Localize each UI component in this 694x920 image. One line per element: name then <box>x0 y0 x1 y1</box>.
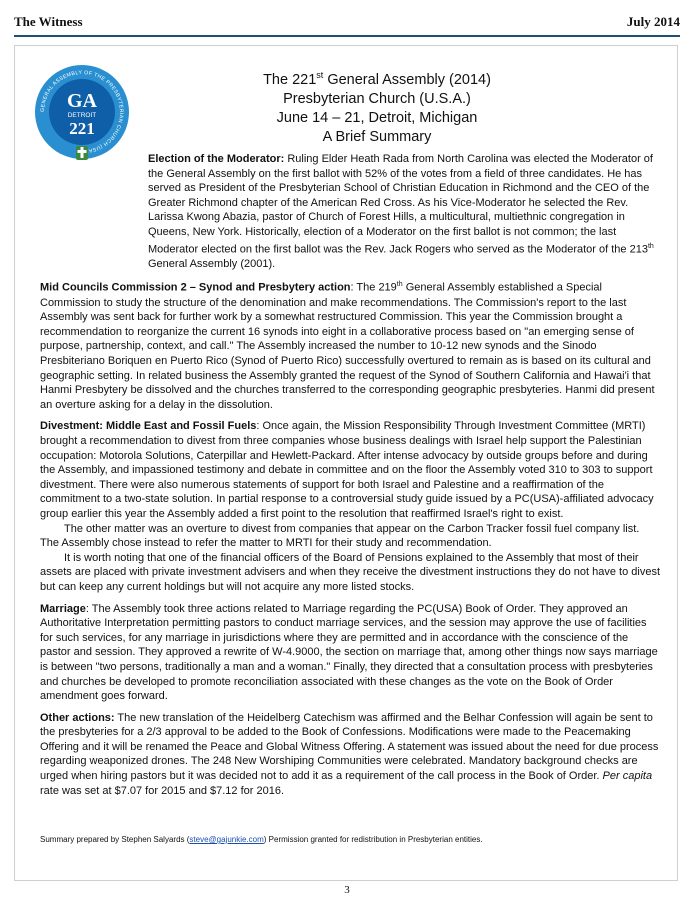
logo-ring-text: GENERAL ASSEMBLY OF THE PRESBYTERIAN CHURCH (USA <box>39 69 125 154</box>
logo-city-text: DETROIT <box>67 112 97 119</box>
title-line-4: A Brief Summary <box>322 128 432 145</box>
marriage-heading: Marriage <box>40 602 86 615</box>
header-rule <box>14 35 680 37</box>
fossil-fuel-paragraph: The other matter was an overture to divest from companies that appear on the Carbon Tracker fossil fuel company list. The Assembly chose instead to refer the matter to MRTI for their study and recommendation. <box>40 522 640 550</box>
moderator-heading: Election of the Moderator: <box>148 153 285 165</box>
issue-date: July 2014 <box>626 14 680 29</box>
other-actions-paragraph: Other actions: The new translation of the Heidelberg Catechism was affirmed and the Belhar Confession will again be sent to the presbyteries for a 2/3 approval to be added to the Book of Confessions. Modifications were made to the Peacemaking Offering and it will be renamed the Peace and Global Witness Offering. A statement was issued about the need for due process regarding weaponized drones. The 248 New Worshiping Communities were celebrated. Mandatory background checks are urged when hiring pastors but it was decided not to add it as a requirement of the call process in the Book of Order. Per capita rate was set at $7.07 for 2015 and $7.12 for 2016. <box>40 711 659 797</box>
title-line-1: The 221st General Assembly (2014) <box>263 70 491 88</box>
logo-number-text: 221 <box>69 119 95 138</box>
title-line-2: Presbyterian Church (U.S.A.) <box>283 90 471 107</box>
logo-ga-text: GA <box>67 90 97 112</box>
other-actions-heading: Other actions: <box>40 711 115 724</box>
title-line-3: June 14 – 21, Detroit, Michigan <box>276 109 478 126</box>
moderator-paragraph: Election of the Moderator: Ruling Elder Heath Rada from North Carolina was elected the Moderator of the General Assembly on the first ballot with 52% of the votes from a field of three candidates. He has served as President of the Presbyterian School of Christian Education in Richmond and the CEO of the Greater Richmond chapter of the American Red Cross. As his Vice-Moderator he selected the Rev. Larissa Kwong Abazia, pastor of Church of Forest Hills, a multicultural, multiethnic congregation in Queens, New York. Historically, election of a Moderator on the first ballot is not common; the last Moderator elected on the first ballot was the Rev. Jack Rogers who served as the Moderator of the 213th General Assembly (2001). <box>148 153 654 270</box>
mid-councils-heading: Mid Councils Commission 2 – Synod and Presbytery action <box>40 282 351 295</box>
pensions-paragraph: It is worth noting that one of the financial officers of the Board of Pensions explained to the Assembly that most of their assets are placed with private investment advisers and when they receive the divestment instructions they do not have to divest but can keep any current holdings but will not acquire any more listed stocks. <box>40 551 660 593</box>
author-email-link[interactable]: steve@gajunkie.com <box>189 835 264 844</box>
newsletter-header <box>14 14 680 32</box>
page-number: 3 <box>344 884 350 896</box>
divestment-paragraph: Divestment: Middle East and Fossil Fuels: Once again, the Mission Responsibility Through Investment Committee (MRTI) brought a recommendation to divest from three companies whose business dealings with Israel help support the Palestinian occupation: Motorola Solutions, Caterpillar and Hewlett-Packard. After intense advocacy by outside groups before and during the Assembly, and impassioned testimony and debate in committee and on the floor the Assembly voted 310 to 303 to support divestment. There were also numerous statements of support for both Israel and Palestine and a reaffirmation of the commitment to a two-state solution. In partial response to a controversial study guide issued by a PC(USA)-affiliated advocacy group earlier this year the Assembly added a first point to the resolution that reaffirmed Israel's right to exist. <box>40 420 654 520</box>
newsletter-title: The Witness <box>14 14 83 29</box>
credit-line: Summary prepared by Stephen Salyards (steve@gajunkie.com) Permission granted for redistribution in Presbyterian entities. <box>40 835 483 844</box>
ga-detroit-logo <box>32 62 132 162</box>
mid-councils-paragraph: Mid Councils Commission 2 – Synod and Presbytery action: The 219th General Assembly established a Special Commission to study the structure of the denomination and make recommendations. The Commission's report to the last Assembly was sent back for further work by a somewhat restructured Commission. This year the Commission brought a recommendation to reorganize the current 16 synods into eight in a collaborative process based on "an emerging sense of purpose, partnership, context, and call." The Assembly increased the number to 10-12 new synods and the Sinodo Presbiteriano Boriquen en Puerto Rico (Synod of Puerto Rico) successfully overtured to remain as is based on its cultural and geographic setting. In related business the Assembly granted the request of the Synod of Southern California and Hawai'i that Hanmi Presbytery be dissolved and the churches transferred to the corresponding geographic presbyteries. Hanmi did present an overture asking for a delay in the dissolution. <box>40 281 655 411</box>
marriage-paragraph: Marriage: The Assembly took three actions related to Marriage regarding the PC(USA) Book of Order. They approved an Authoritative Interpretation permitting pastors to conduct marriage services, and the session may approve the use of facilities for such services, for any marriage in jurisdictions where they are permitted and in accordance with the conscience of the pastor and session. They approved a rewrite of W-4.9000, the section on marriage that, among other things now says marriage is between "two persons, traditionally a man and a woman." Finally, they directed that a consultation process with presbyteries and churches be developed to promote reconciliation associated with these changes as the vote on the Book of Order amendment goes forward. <box>40 602 658 703</box>
divestment-heading: Divestment: Middle East and Fossil Fuels <box>40 420 257 433</box>
document-title <box>232 66 522 147</box>
article-body <box>40 152 660 805</box>
